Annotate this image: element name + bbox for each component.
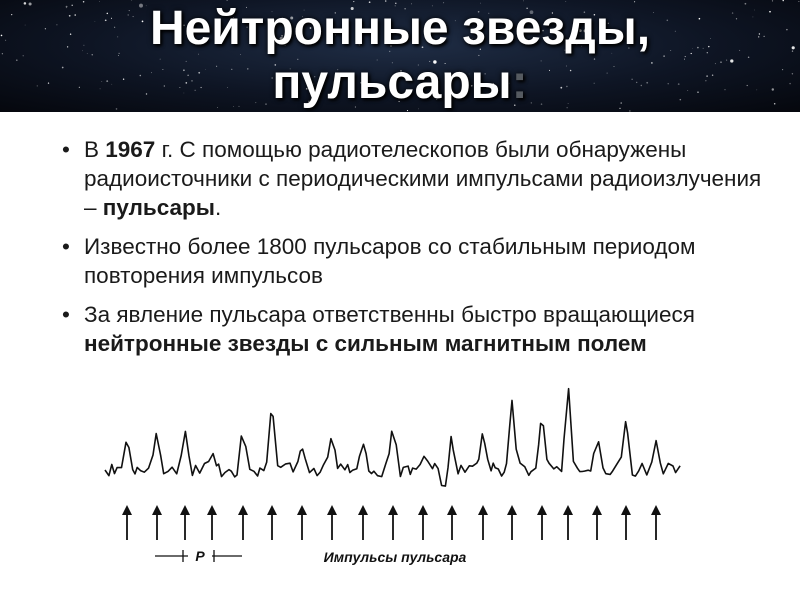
title-line-1: Нейтронные звезды,: [149, 2, 651, 55]
pulse-arrow-head: [152, 505, 162, 515]
pulse-arrow-head: [180, 505, 190, 515]
pulse-arrow-head: [122, 505, 132, 515]
bullet-1-text: г. С помощью радиотелескопов были обнаружены радиоисточники с периодическими импульсами радиоизлучения –: [84, 137, 762, 220]
pulse-arrow-head: [327, 505, 337, 515]
pulse-arrow-head: [507, 505, 517, 515]
pulse-arrow-head: [651, 505, 661, 515]
pulse-arrow-head: [592, 505, 602, 515]
bullet-1-year: 1967: [105, 137, 156, 162]
title-line-2-text: пульсары: [272, 56, 512, 109]
pulse-arrow-head: [388, 505, 398, 515]
pulse-arrow-head: [621, 505, 631, 515]
pulse-arrow-head: [478, 505, 488, 515]
bullet-3-bold: нейтронные звезды с сильным магнитным полем: [84, 331, 647, 356]
title-colon: :: [511, 56, 528, 109]
pulse-signal-trace: [105, 389, 680, 486]
pulse-arrow-head: [207, 505, 217, 515]
bullet-2-count: 1800: [256, 234, 307, 259]
pulse-arrow-head: [238, 505, 248, 515]
pulse-arrow-head: [537, 505, 547, 515]
pulse-arrow-head: [297, 505, 307, 515]
figure-caption: Импульсы пульсара: [323, 549, 467, 565]
pulse-arrows: [122, 505, 661, 540]
pulse-arrow-head: [358, 505, 368, 515]
bullet-2-pre: Известно более: [84, 234, 257, 259]
period-marker: [155, 548, 242, 564]
pulse-arrow-head: [418, 505, 428, 515]
pulse-arrow-head: [447, 505, 457, 515]
bullet-1-post: .: [214, 195, 222, 220]
bullet-3-pre: За явление пульсара ответственны быстро вращающиеся: [84, 302, 695, 327]
bullet-1-pre: В: [84, 137, 106, 162]
pulse-arrow-head: [267, 505, 277, 515]
bullet-1-bold-term: пульсары: [102, 195, 215, 220]
period-label: P: [195, 548, 205, 564]
pulse-arrow-head: [563, 505, 573, 515]
bullet-2-post: пульсаров со стабильным периодом повторения импульсов: [84, 234, 696, 288]
